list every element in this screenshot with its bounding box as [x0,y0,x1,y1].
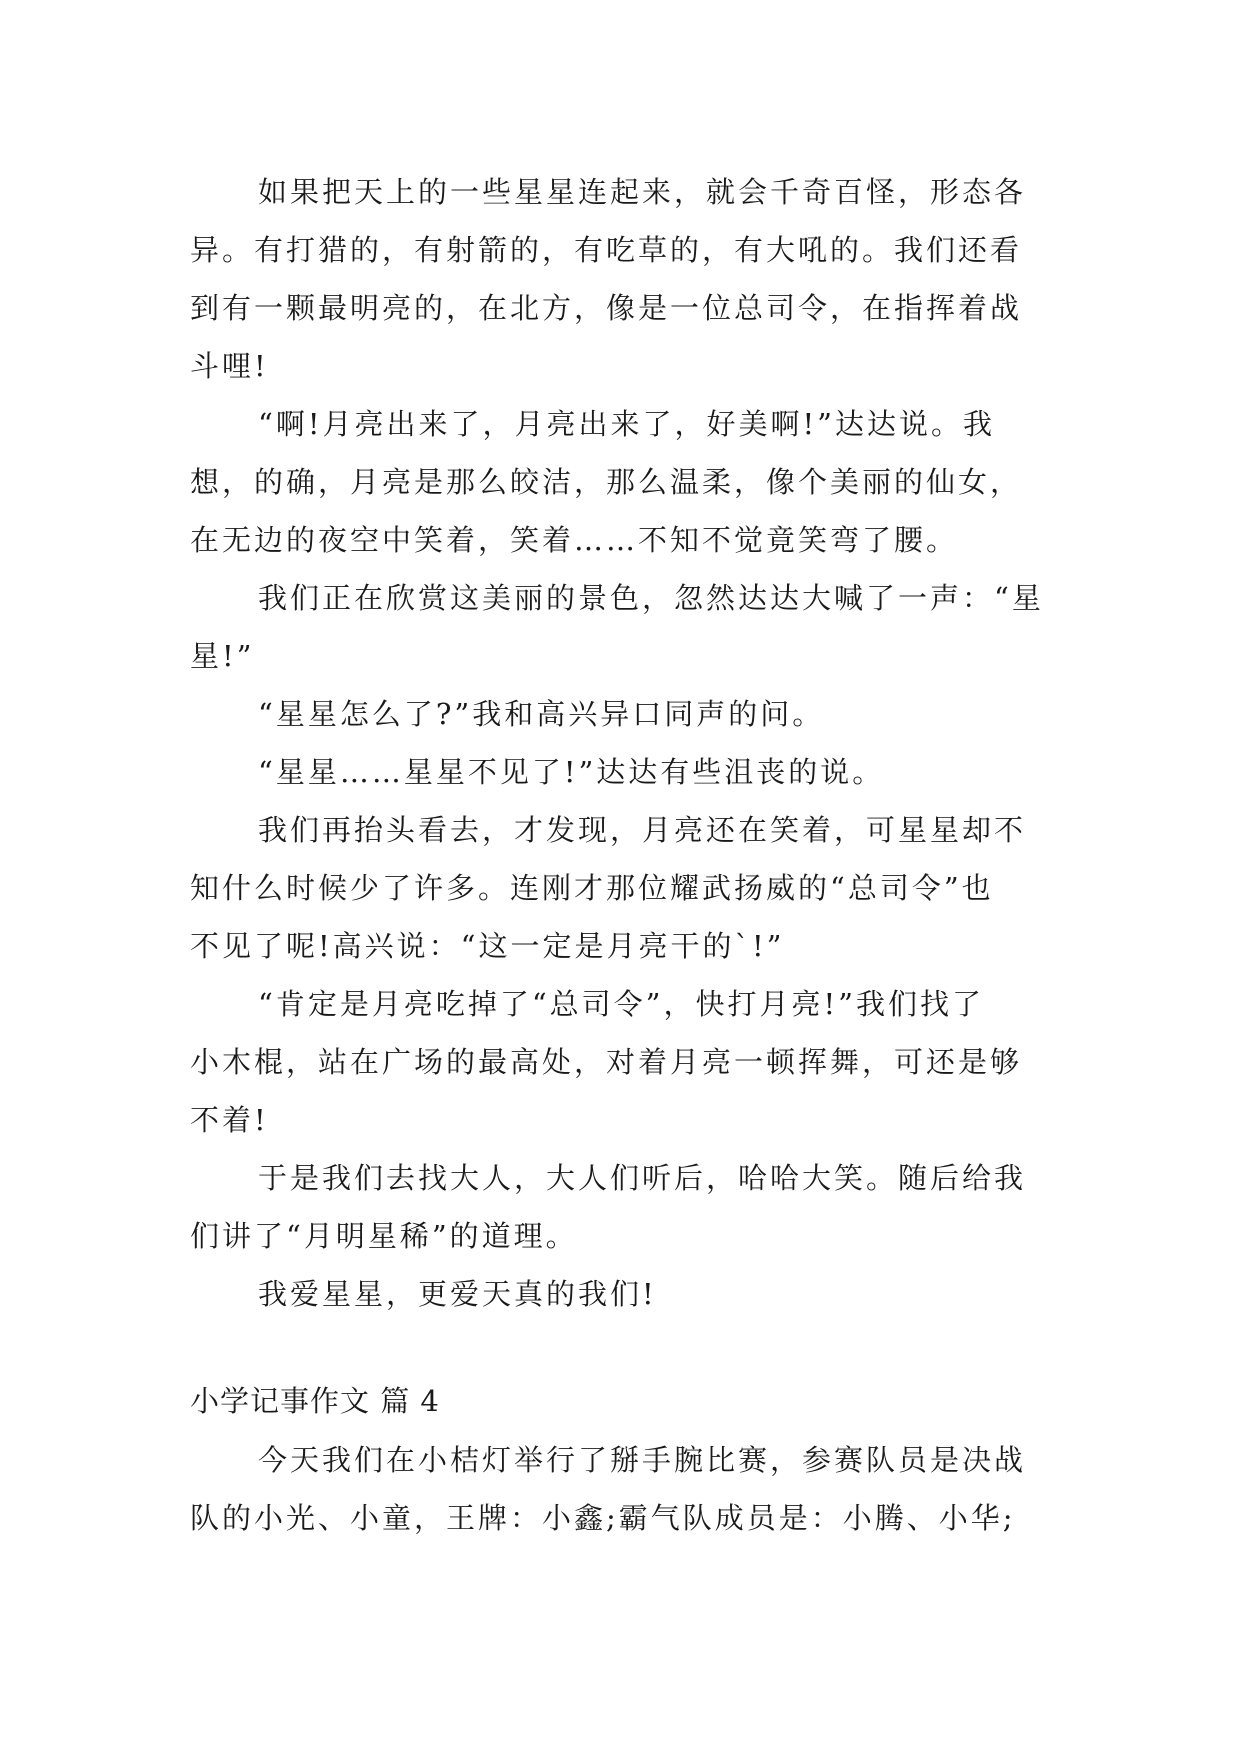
paragraph-line: 异。有打猎的，有射箭的，有吃草的，有大吼的。我们还看 [190,233,1023,267]
paragraph-line: 到有一颗最明亮的，在北方，像是一位总司令，在指挥着战 [190,291,1023,325]
section-heading: 小学记事作文 篇 4 [190,1384,440,1418]
paragraph-line: 如果把天上的一些星星连起来，就会千奇百怪，形态各 [258,175,1027,209]
paragraph-line: 于是我们去找大人，大人们听后，哈哈大笑。随后给我 [258,1161,1027,1195]
paragraph-line: “肯定是月亮吃掉了“总司令”，快打月亮!”我们找了 [258,987,984,1021]
paragraph-line: 想，的确，月亮是那么皎洁，那么温柔，像个美丽的仙女， [190,465,1023,499]
paragraph-line: 小木棍，站在广场的最高处，对着月亮一顿挥舞，可还是够 [190,1045,1023,1079]
paragraph-line: 不见了呢!高兴说：“这一定是月亮干的`!” [190,929,785,963]
paragraph-line: “星星……星星不见了!”达达有些沮丧的说。 [258,755,885,789]
paragraph-line: 在无边的夜空中笑着，笑着……不知不觉竟笑弯了腰。 [190,523,959,557]
paragraph-line: “星星怎么了?”我和高兴异口同声的问。 [258,697,825,731]
paragraph-line: 队的小光、小童，王牌：小鑫;霸气队成员是：小腾、小华; [190,1501,1016,1535]
paragraph-line: 我们再抬头看去，才发现，月亮还在笑着，可星星却不 [258,813,1027,847]
paragraph-line: 们讲了“月明星稀”的道理。 [190,1219,578,1253]
paragraph-line: 星!” [190,639,255,673]
paragraph-line: 知什么时候少了许多。连刚才那位耀武扬威的“总司令”也 [190,871,994,905]
paragraph-line: “啊!月亮出来了，月亮出来了，好美啊!”达达说。我 [258,407,995,441]
paragraph-line: 斗哩! [190,349,269,383]
paragraph-line: 不着! [190,1103,269,1137]
paragraph-line: 我爱星星，更爱天真的我们! [258,1277,657,1311]
paragraph-line: 我们正在欣赏这美丽的景色，忽然达达大喊了一声：“星 [258,581,1044,615]
paragraph-line: 今天我们在小桔灯举行了掰手腕比赛，参赛队员是决战 [258,1443,1027,1477]
